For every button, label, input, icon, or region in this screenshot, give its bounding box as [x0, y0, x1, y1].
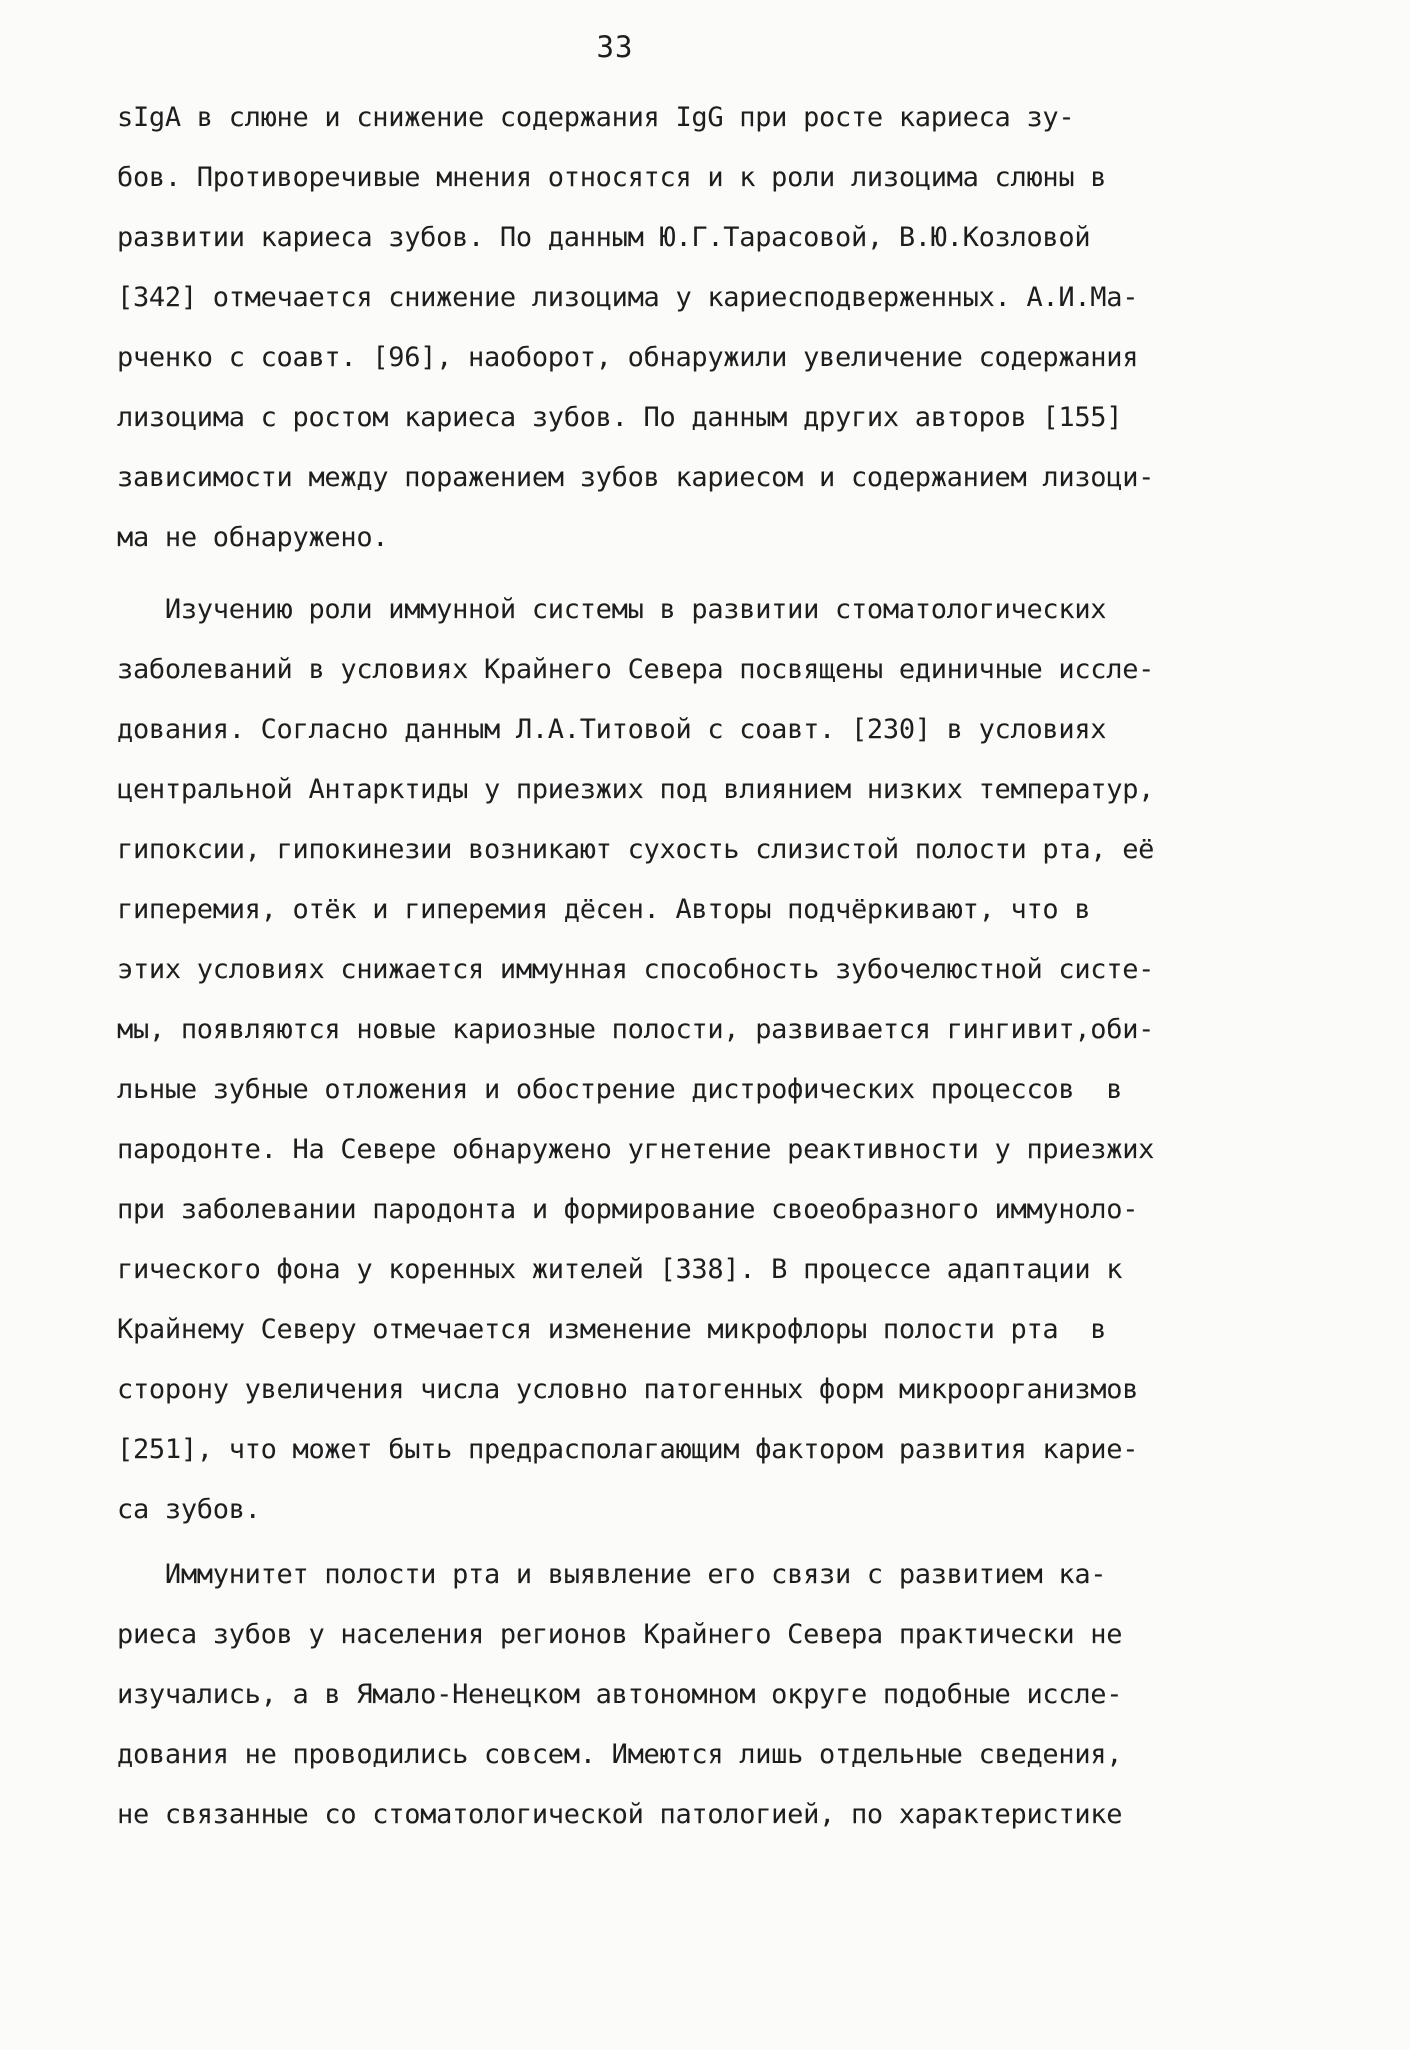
text-line: заболеваний в условиях Крайнего Севера посвящены единичные иссле- — [117, 654, 1155, 685]
text-line: этих условиях снижается иммунная способность зубочелюстной систе- — [117, 954, 1155, 985]
text-line: зависимости между поражением зубов кариесом и содержанием лизоци- — [117, 462, 1155, 493]
text-line: изучались, а в Ямало-Ненецком автономном округе подобные иссле- — [117, 1679, 1123, 1710]
text-line: гиперемия, отёк и гиперемия дёсен. Авторы подчёркивают, что в — [117, 894, 1091, 925]
text-line: ма не обнаружено. — [117, 522, 389, 553]
paragraph-1 — [117, 88, 1297, 568]
text-line: дования. Согласно данным Л.А.Титовой с соавт. [230] в условиях — [117, 714, 1107, 745]
text-line: са зубов. — [117, 1494, 261, 1525]
text-line: sIgA в слюне и снижение содержания IgG при росте кариеса зу- — [117, 102, 1075, 133]
text-line: дования не проводились совсем. Имеются лишь отдельные сведения, — [117, 1739, 1123, 1770]
text-line: развитии кариеса зубов. По данным Ю.Г.Тарасовой, В.Ю.Козловой — [117, 222, 1091, 253]
text-line: при заболевании пародонта и формирование своеобразного иммуноло- — [117, 1194, 1139, 1225]
paragraph-3 — [117, 1545, 1297, 1845]
text-line: пародонте. На Севере обнаружено угнетение реактивности у приезжих — [117, 1134, 1155, 1165]
text-line: Крайнему Северу отмечается изменение микрофлоры полости рта в — [117, 1314, 1107, 1345]
text-line: Иммунитет полости рта и выявление его связи с развитием ка- — [117, 1559, 1107, 1590]
paragraph-2 — [117, 580, 1297, 1540]
text-line: сторону увеличения числа условно патогенных форм микроорганизмов — [117, 1374, 1139, 1405]
text-line: льные зубные отложения и обострение дистрофических процессов в — [117, 1074, 1123, 1105]
text-line: центральной Антарктиды у приезжих под влиянием низких температур, — [117, 774, 1155, 805]
text-line: [342] отмечается снижение лизоцима у кариесподверженных. А.И.Ма- — [117, 282, 1139, 313]
text-line: бов. Противоречивые мнения относятся и к роли лизоцима слюны в — [117, 162, 1107, 193]
text-line: гического фона у коренных жителей [338]. В процессе адаптации к — [117, 1254, 1123, 1285]
text-line: лизоцима с ростом кариеса зубов. По данным других авторов [155] — [117, 402, 1123, 433]
text-line: Изучению роли иммунной системы в развитии стоматологических — [117, 594, 1107, 625]
text-line: гипоксии, гипокинезии возникают сухость слизистой полости рта, её — [117, 834, 1155, 865]
text-line: [251], что может быть предрасполагающим фактором развития карие- — [117, 1434, 1139, 1465]
page-number: 33 — [596, 30, 634, 64]
text-line: не связанные со стоматологической патологией, по характеристике — [117, 1799, 1123, 1830]
text-line: риеса зубов у населения регионов Крайнего Севера практически не — [117, 1619, 1123, 1650]
text-line: мы, появляются новые кариозные полости, развивается гингивит,оби- — [117, 1014, 1155, 1045]
text-line: рченко с соавт. [96], наоборот, обнаружили увеличение содержания — [117, 342, 1139, 373]
